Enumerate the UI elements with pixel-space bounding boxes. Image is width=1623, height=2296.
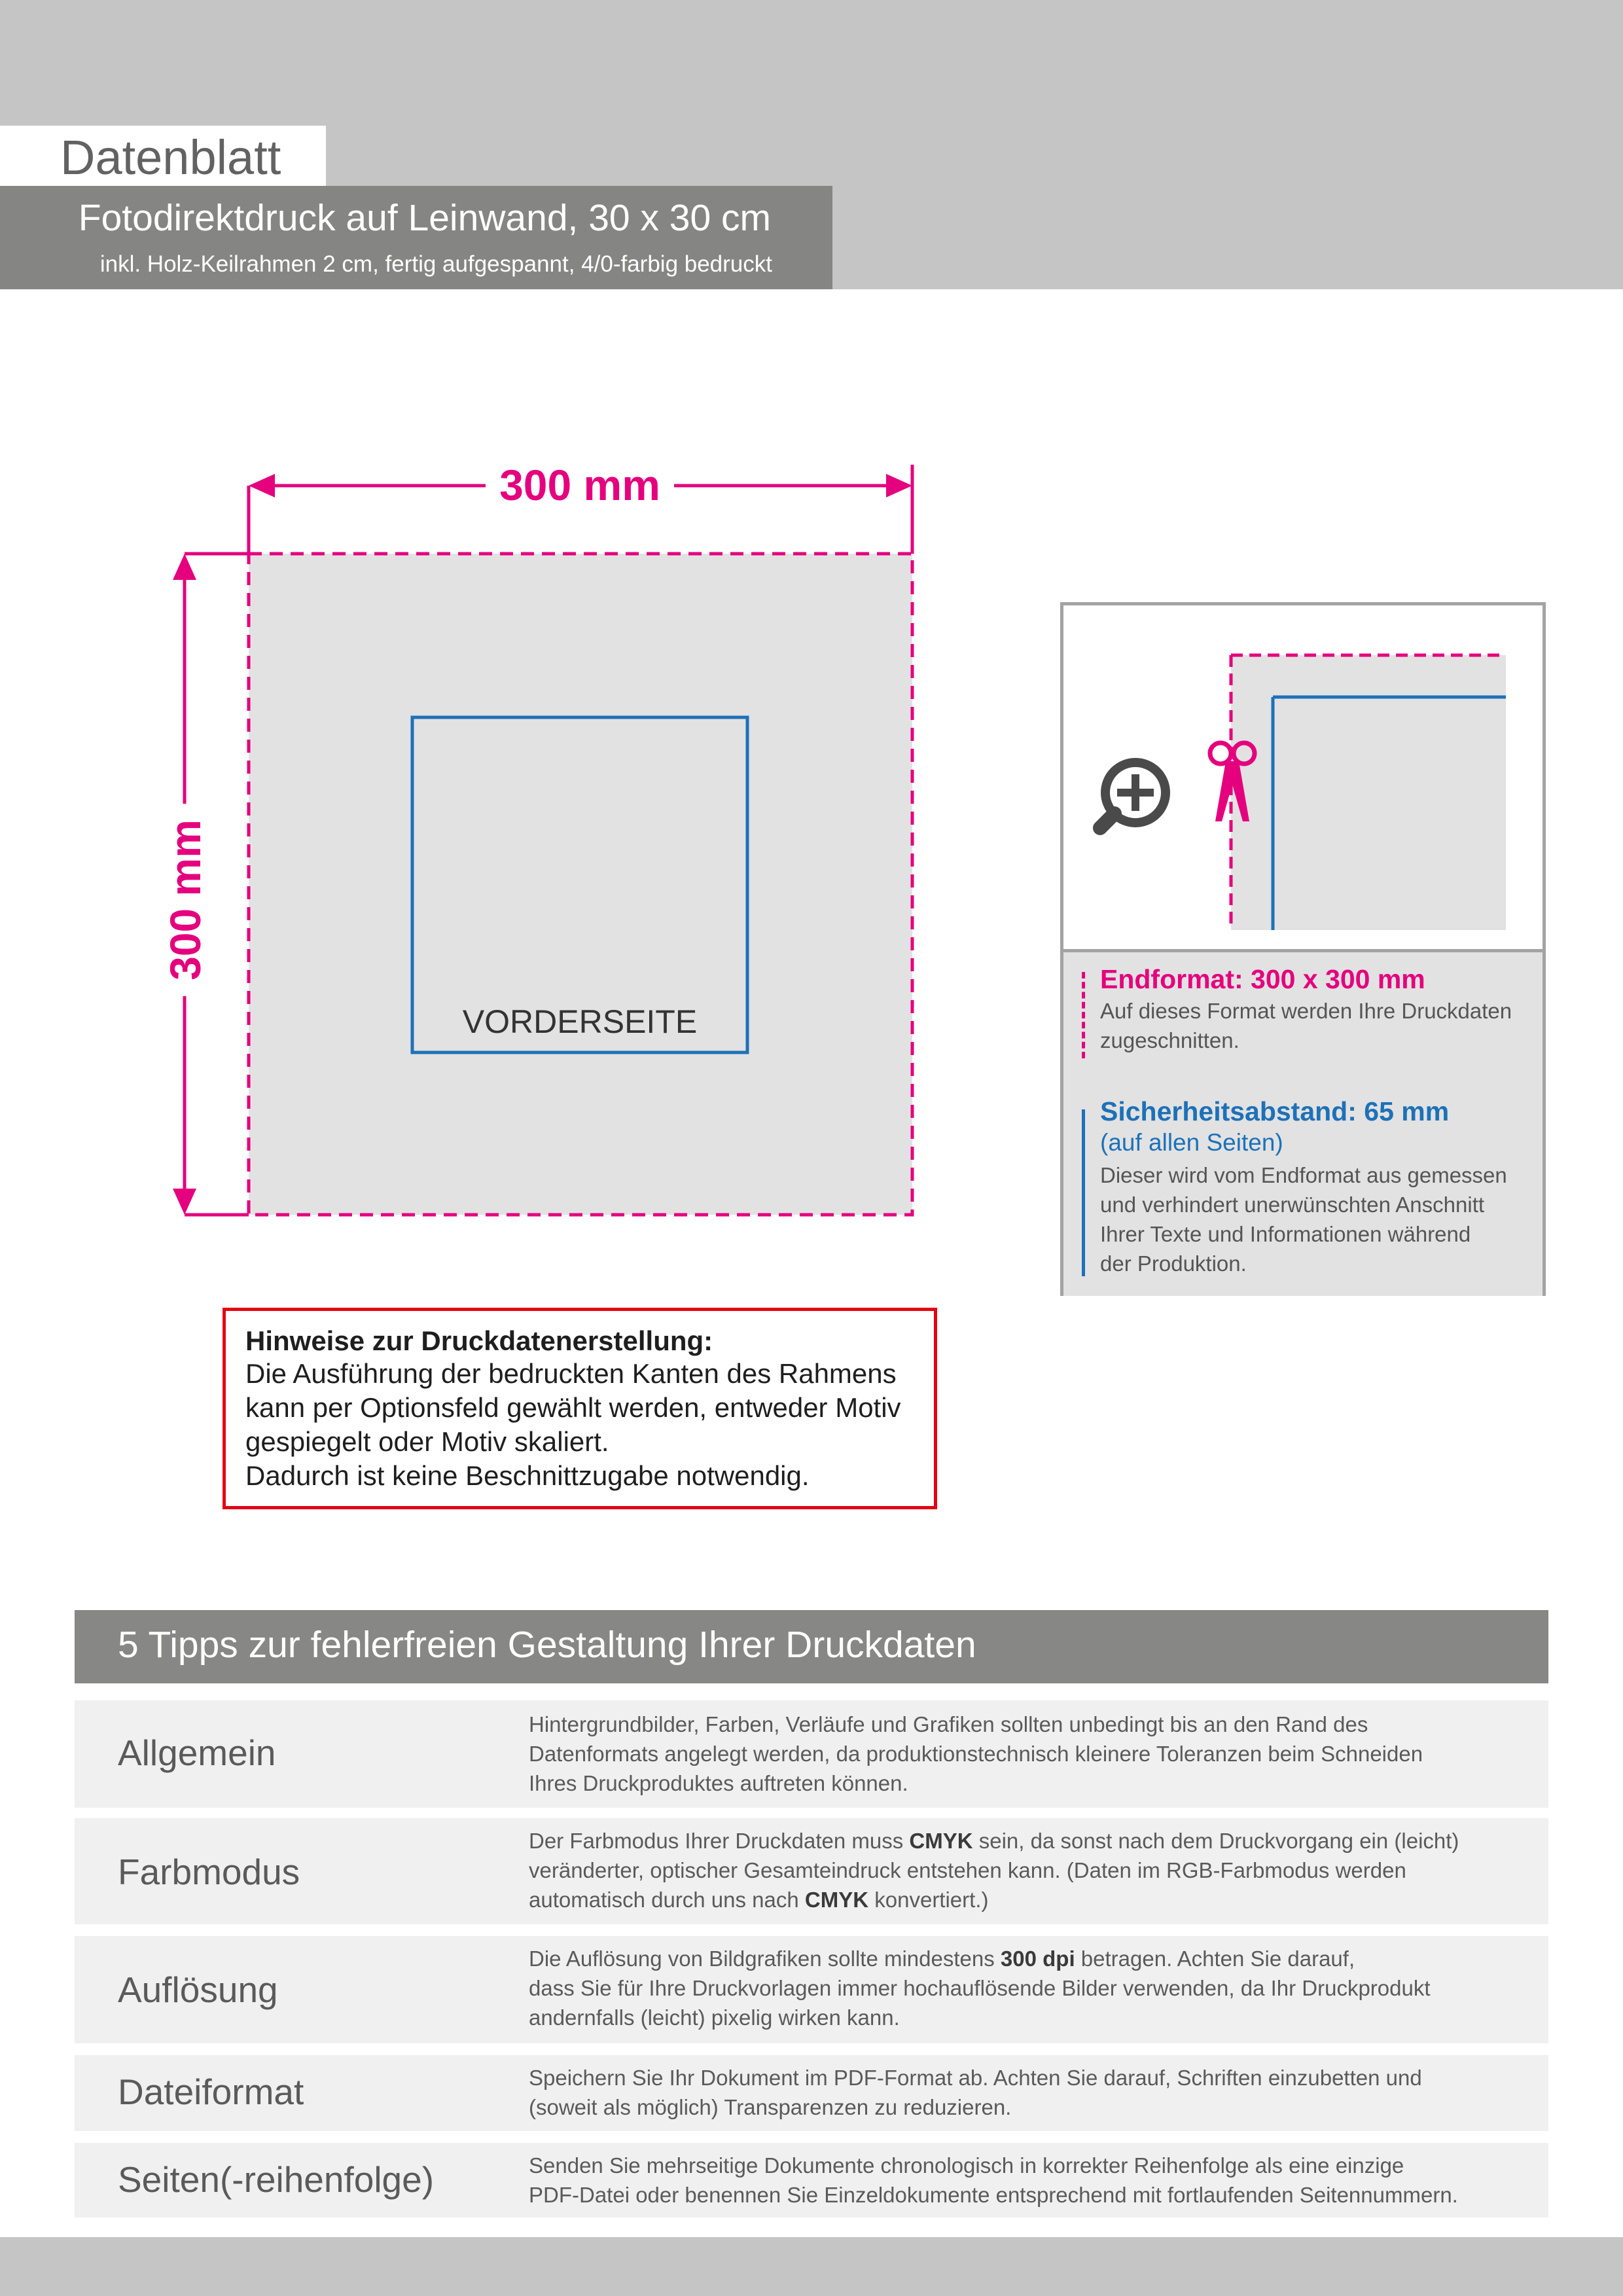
- note-line: Die Ausführung der bedruckten Kanten des Rahmens: [245, 1358, 897, 1389]
- tip-row-seiten: [75, 2143, 1548, 2217]
- tip-text-line: automatisch durch uns nach CMYK konvertiert.): [529, 1888, 989, 1912]
- endformat-text-line: Auf dieses Format werden Ihre Druckdaten: [1100, 999, 1512, 1023]
- safety-text-line: der Produktion.: [1100, 1251, 1247, 1276]
- note-line: gespiegelt oder Motiv skaliert.: [245, 1426, 609, 1457]
- tip-row-dateiformat: [75, 2055, 1548, 2131]
- document-label: Datenblatt: [60, 130, 281, 185]
- tip-row-aufloesung: [75, 1936, 1548, 2043]
- tips-title: 5 Tipps zur fehlerfreien Gestaltung Ihrer Druckdaten: [118, 1624, 976, 1666]
- safety-marker: [1082, 1109, 1085, 1276]
- bleed-area: [249, 554, 912, 1215]
- tip-text-line: dass Sie für Ihre Druckvorlagen immer hochauflösende Bilder verwenden, da Ihr Druckprodukt: [529, 1976, 1431, 2000]
- tip-text-line: Die Auflösung von Bildgrafiken sollte mindestens 300 dpi betragen. Achten Sie darauf,: [529, 1946, 1355, 1971]
- print-note-box: [223, 1308, 937, 1509]
- safety-text-line: Dieser wird vom Endformat aus gemessen: [1100, 1163, 1507, 1187]
- safety-title: Sicherheitsabstand: 65 mm: [1100, 1096, 1450, 1126]
- detail-legend: [1063, 949, 1543, 1296]
- height-arrow-top: [173, 554, 196, 580]
- height-label: 300 mm: [161, 819, 209, 980]
- tip-label: Auflösung: [118, 1969, 278, 2010]
- tip-row-allgemein: [75, 1700, 1548, 1808]
- tip-text-line: veränderter, optischer Gesamteindruck entstehen kann. (Daten im RGB-Farbmodus werden: [529, 1858, 1406, 1882]
- footer-band: [0, 2237, 1623, 2296]
- tip-row-farbmodus: [75, 1818, 1548, 1924]
- tip-text-line: Der Farbmodus Ihrer Druckdaten muss CMYK sein, da sonst nach dem Druckvorgang ein (leicht): [529, 1829, 1459, 1853]
- safety-text-line: Ihrer Texte und Informationen während: [1100, 1222, 1471, 1246]
- width-arrow-left: [249, 474, 275, 497]
- tip-text-line: Datenformats angelegt werden, da produktionstechnisch kleinere Toleranzen beim Schneiden: [529, 1742, 1423, 1766]
- tip-label: Farbmodus: [118, 1852, 300, 1892]
- detail-box: [1060, 602, 1546, 1296]
- height-arrow-bottom: [173, 1189, 196, 1215]
- width-label: 300 mm: [499, 461, 660, 509]
- width-arrow-right: [886, 474, 912, 497]
- safety-subtitle: (auf allen Seiten): [1100, 1129, 1283, 1156]
- safety-text-line: und verhindert unerwünschten Anschnitt: [1100, 1193, 1485, 1217]
- tip-text-line: andernfalls (leicht) pixelig wirken kann.: [529, 2005, 900, 2030]
- note-title: Hinweise zur Druckdatenerstellung:: [245, 1325, 713, 1356]
- note-line: Dadurch ist keine Beschnittzugabe notwendig.: [245, 1460, 810, 1491]
- endformat-marker: [1082, 972, 1085, 1058]
- tip-text-line: PDF-Datei oder benennen Sie Einzeldokumente entsprechend mit fortlaufenden Seitennummern.: [529, 2183, 1458, 2207]
- page-subtitle: inkl. Holz-Keilrahmen 2 cm, fertig aufgespannt, 4/0-farbig bedruckt: [99, 251, 772, 277]
- tip-text-line: Ihres Druckproduktes auftreten können.: [529, 1771, 908, 1795]
- tip-text-line: Speichern Sie Ihr Dokument im PDF-Format ab. Achten Sie darauf, Schriften einzubetten und: [529, 2066, 1422, 2090]
- corner-detail: [1063, 605, 1543, 949]
- tips-header: [75, 1610, 1548, 1683]
- endformat-text-line: zugeschnitten.: [1100, 1028, 1240, 1052]
- note-line: kann per Optionsfeld gewählt werden, entweder Motiv: [245, 1392, 901, 1423]
- zoom-in-icon: [1100, 762, 1166, 828]
- tip-label: Allgemein: [118, 1732, 276, 1773]
- tip-label: Seiten(-reihenfolge): [118, 2159, 435, 2200]
- tip-text-line: Senden Sie mehrseitige Dokumente chronologisch in korrekter Reihenfolge als eine einzige: [529, 2153, 1404, 2178]
- tip-text-line: (soweit als möglich) Transparenzen zu reduzieren.: [529, 2095, 1012, 2119]
- endformat-title: Endformat: 300 x 300 mm: [1100, 964, 1425, 994]
- tip-text-line: Hintergrundbilder, Farben, Verläufe und Grafiken sollten unbedingt bis an den Rand des: [529, 1712, 1368, 1736]
- side-label: VORDERSEITE: [462, 1003, 698, 1040]
- tip-label: Dateiformat: [118, 2072, 304, 2112]
- page-title: Fotodirektdruck auf Leinwand, 30 x 30 cm: [78, 197, 771, 239]
